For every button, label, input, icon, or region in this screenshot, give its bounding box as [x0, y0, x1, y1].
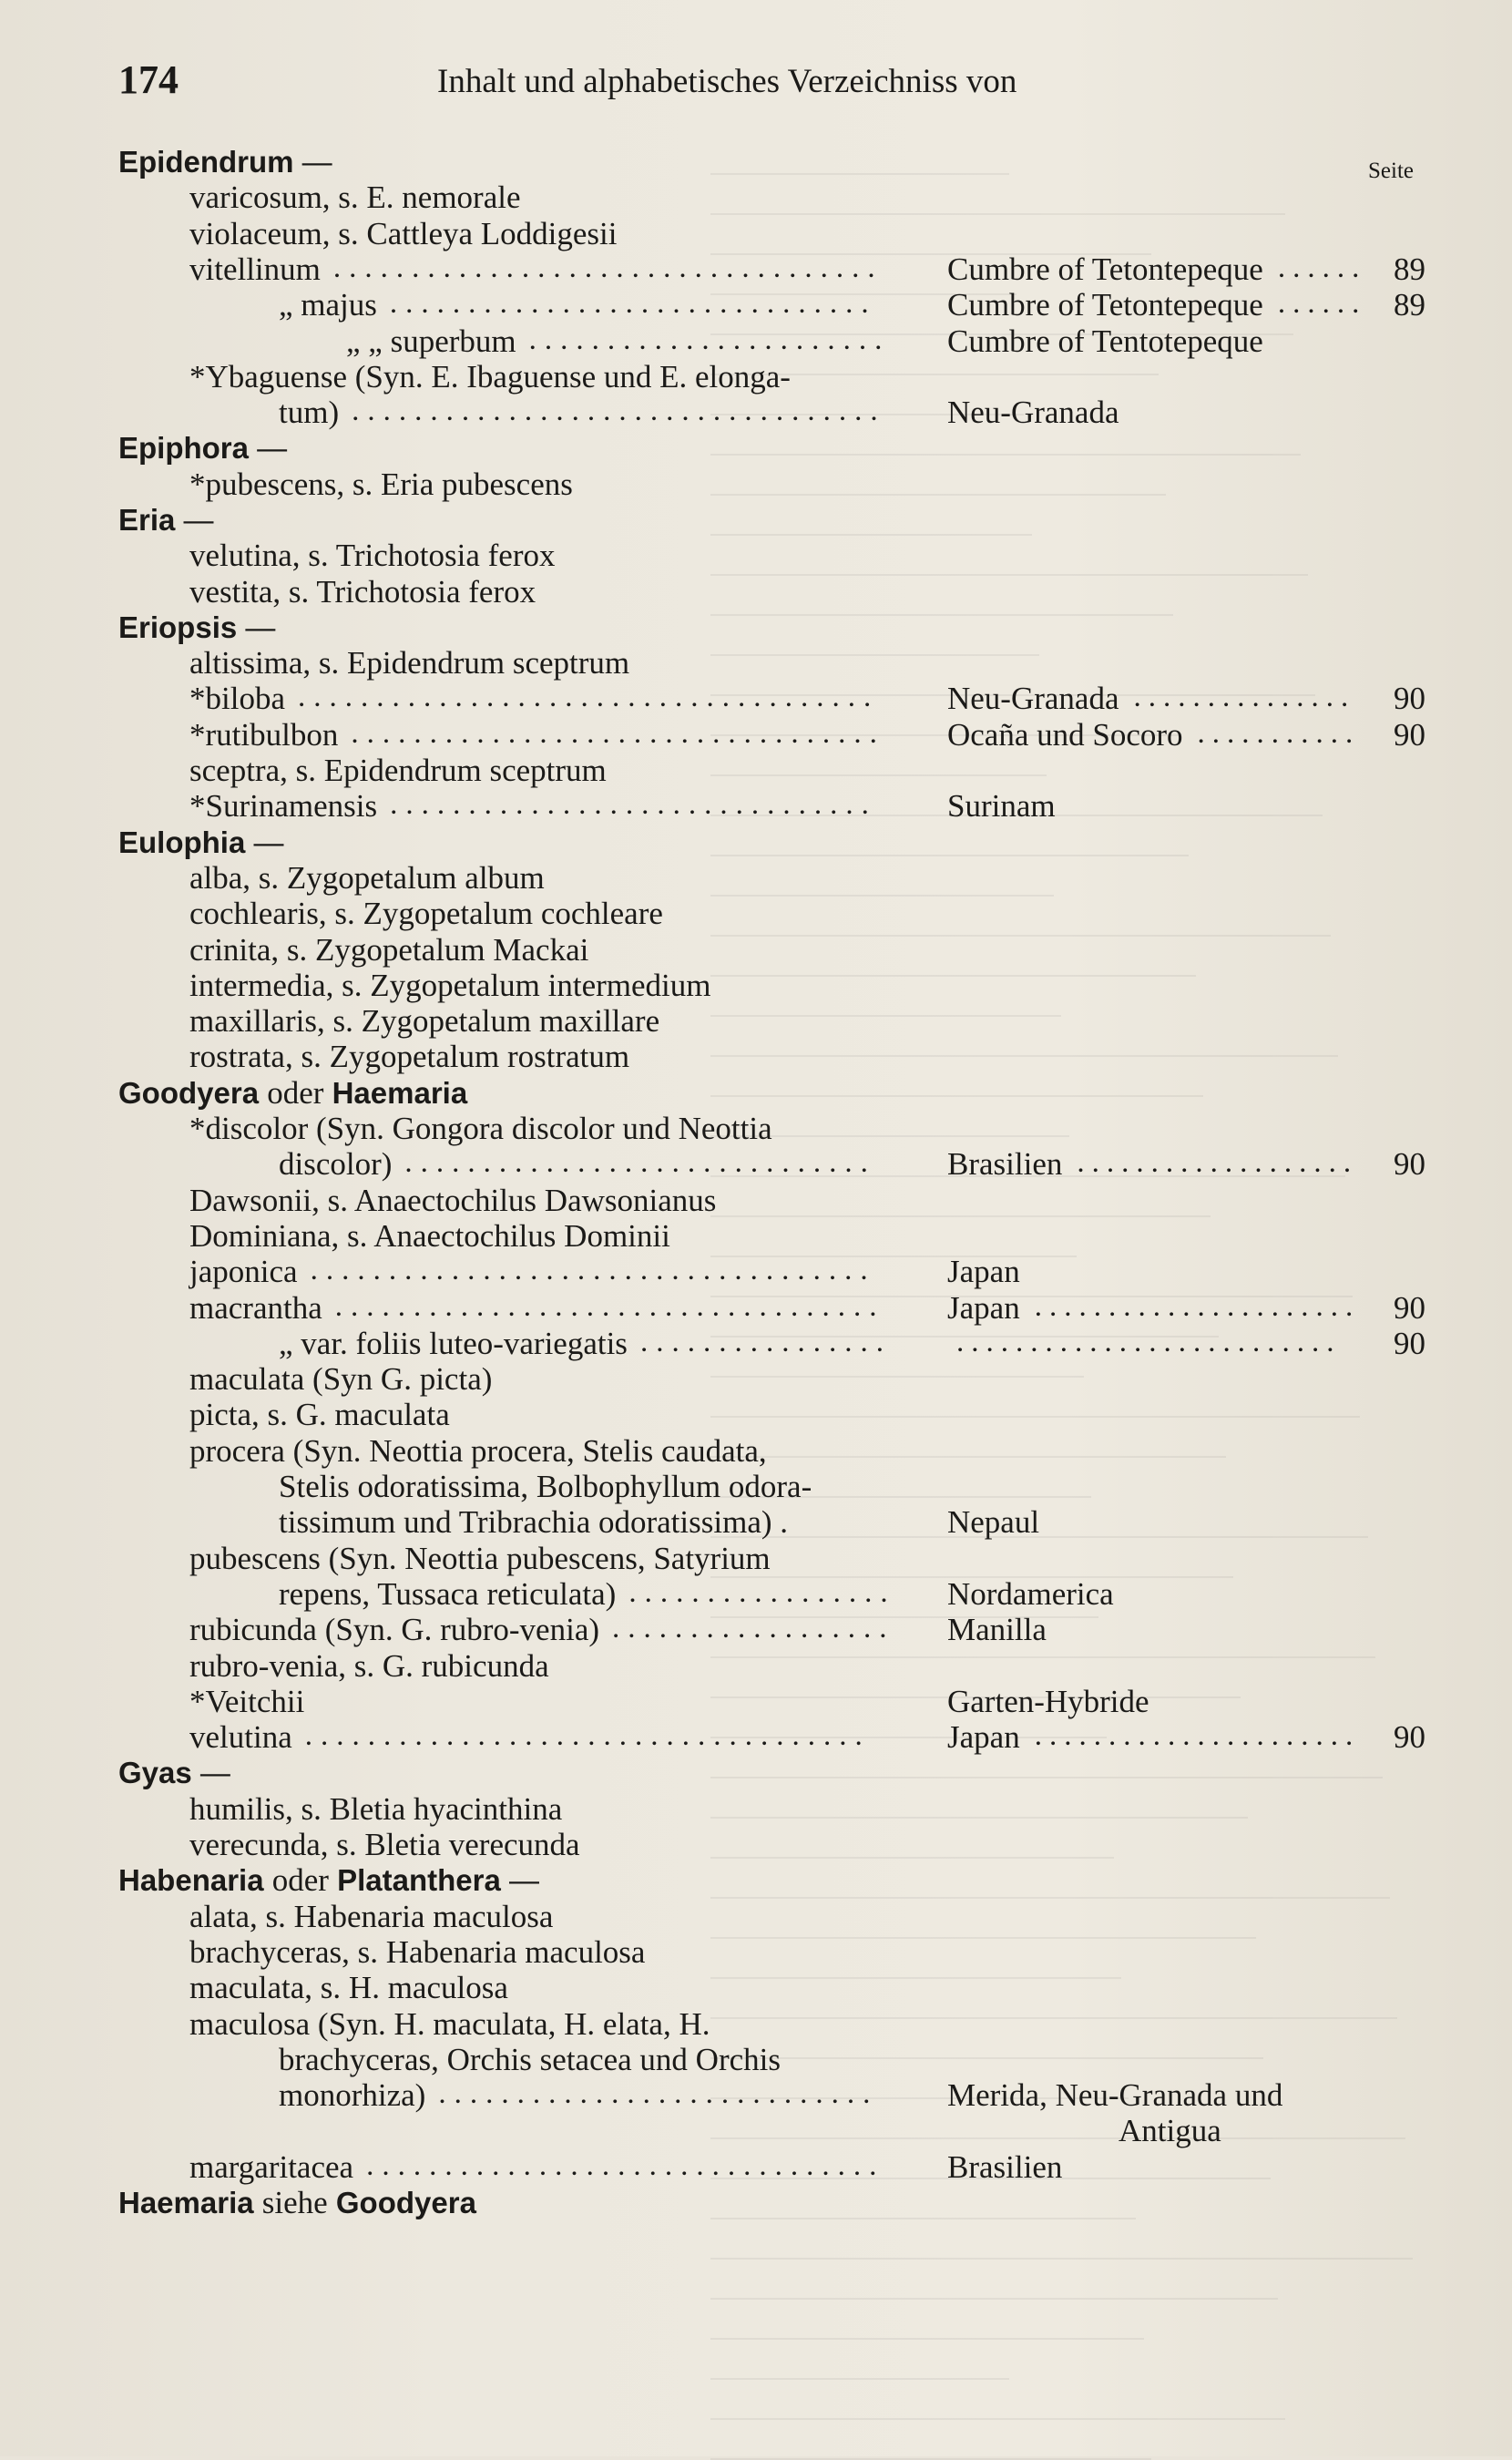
locality: Garten-Hybride	[947, 1684, 1149, 1719]
genus-heading: Epidendrum —	[118, 145, 332, 179]
leader-dots: ....................................	[304, 1719, 871, 1752]
species-entry: maculosa (Syn. H. maculata, H. elata, H.	[189, 2006, 710, 2042]
leader-dots: ...................................	[334, 1290, 885, 1323]
leader-dots: ......	[1277, 287, 1367, 320]
species-entry: velutina, s. Trichotosia ferox	[189, 538, 556, 573]
species-entry: humilis, s. Bletia hyacinthina	[189, 1791, 563, 1827]
species-entry: cochlearis, s. Zygopetalum cochleare	[189, 896, 663, 931]
genus-heading: Habenaria oder Platanthera —	[118, 1862, 540, 1898]
species-entry: „ var. foliis luteo-variegatis	[279, 1326, 628, 1361]
species-entry: *Veitchii	[189, 1684, 305, 1719]
page-number: 174	[118, 57, 179, 102]
locality: Merida, Neu-Granada und	[947, 2077, 1283, 2113]
leader-dots: ...........	[1197, 717, 1361, 750]
species-entry: discolor)	[279, 1146, 393, 1182]
species-entry: brachyceras, Orchis setacea und Orchis	[279, 2042, 781, 2077]
genus-heading: Epiphora —	[118, 431, 288, 465]
column-heading-seite: Seite	[1368, 159, 1414, 183]
leader-dots: ...............................	[389, 287, 877, 320]
species-entry: *Surinamensis	[189, 788, 378, 824]
leader-dots: .................	[628, 1576, 896, 1609]
species-entry: margaritacea	[189, 2149, 354, 2185]
species-entry: rubicunda (Syn. G. rubro-venia)	[189, 1612, 600, 1647]
leader-dots: ......	[1277, 251, 1367, 284]
leader-dots: ..................................	[352, 395, 886, 427]
species-entry: altissima, s. Epidendrum sceptrum	[189, 645, 630, 681]
genus-heading: Eulophia —	[118, 825, 284, 859]
species-entry: procera (Syn. Neottia procera, Stelis caudata,	[189, 1433, 767, 1469]
locality: Brasilien	[947, 1146, 1063, 1182]
species-entry: maculata (Syn G. picta)	[189, 1361, 493, 1397]
locality: Japan	[947, 1719, 1020, 1755]
locality: Manilla	[947, 1612, 1047, 1647]
species-entry: violaceum, s. Cattleya Loddigesii	[189, 216, 618, 251]
page-reference: 89	[1394, 251, 1425, 287]
species-entry: Stelis odoratissima, Bolbophyllum odora-	[279, 1469, 812, 1504]
locality: Nepaul	[947, 1504, 1040, 1540]
species-entry: *pubescens, s. Eria pubescens	[189, 466, 573, 502]
species-entry: tum)	[279, 395, 340, 430]
locality: Japan	[947, 1290, 1020, 1326]
species-entry: Dawsonii, s. Anaectochilus Dawsonianus	[189, 1183, 717, 1218]
species-entry: alba, s. Zygopetalum album	[189, 860, 545, 896]
species-entry: intermedia, s. Zygopetalum intermedium	[189, 968, 711, 1003]
leader-dots: ...............	[1133, 681, 1356, 713]
page-reference: 90	[1394, 1326, 1425, 1361]
species-entry: *biloba	[189, 681, 285, 716]
species-entry: pubescens (Syn. Neottia pubescens, Satyrium	[189, 1541, 771, 1576]
running-header: Inhalt und alphabetisches Verzeichniss von	[437, 63, 1017, 100]
locality: Cumbre of Tetontepeque	[947, 251, 1263, 287]
species-entry: *Ybaguense (Syn. E. Ibaguense und E. elonga-	[189, 359, 791, 395]
species-entry: varicosum, s. E. nemorale	[189, 179, 521, 215]
genus-heading: Eria —	[118, 503, 214, 537]
locality: Ocaña und Socoro	[947, 717, 1183, 753]
species-entry: verecunda, s. Bletia verecunda	[189, 1827, 580, 1862]
species-entry: repens, Tussaca reticulata)	[279, 1576, 617, 1612]
species-entry: velutina	[189, 1719, 292, 1755]
genus-heading: Gyas —	[118, 1756, 230, 1789]
species-entry: Dominiana, s. Anaectochilus Dominii	[189, 1218, 670, 1254]
species-entry: maculata, s. H. maculosa	[189, 1970, 508, 2005]
species-entry: monorhiza)	[279, 2077, 426, 2113]
leader-dots: ..............................	[404, 1146, 876, 1179]
leader-dots: ................	[639, 1326, 892, 1358]
species-entry: „ majus	[279, 287, 377, 323]
leader-dots: ..........................	[956, 1326, 1342, 1358]
leader-dots: ..................	[612, 1612, 895, 1645]
page-reference: 89	[1394, 287, 1425, 323]
species-entry: picta, s. G. maculata	[189, 1397, 450, 1432]
leader-dots: ....................................	[310, 1254, 876, 1286]
genus-heading: Goodyera oder Haemaria	[118, 1075, 468, 1111]
species-entry: sceptra, s. Epidendrum sceptrum	[189, 753, 607, 788]
species-entry: *discolor (Syn. Gongora discolor und Neottia	[189, 1111, 772, 1146]
leader-dots: ...............................	[390, 788, 877, 821]
genus-heading: Eriopsis —	[118, 610, 276, 644]
page-reference: 90	[1394, 717, 1425, 753]
locality: Neu-Granada	[947, 681, 1119, 716]
species-entry: rostrata, s. Zygopetalum rostratum	[189, 1039, 630, 1074]
page-reference: 90	[1394, 1719, 1425, 1755]
locality: Cumbre of Tetontepeque	[947, 287, 1263, 323]
species-entry: *rutibulbon	[189, 717, 339, 753]
species-entry: japonica	[189, 1254, 298, 1289]
page-reference: 90	[1394, 1290, 1425, 1326]
locality: Surinam	[947, 788, 1056, 824]
species-entry: maxillaris, s. Zygopetalum maxillare	[189, 1003, 660, 1039]
species-entry: brachyceras, s. Habenaria maculosa	[189, 1934, 646, 1970]
leader-dots: .................................	[366, 2149, 885, 2182]
leader-dots: ......................	[1034, 1290, 1361, 1323]
locality: Cumbre of Tentotepeque	[947, 323, 1263, 359]
locality: Japan	[947, 1254, 1020, 1289]
leader-dots: ............................	[438, 2077, 879, 2110]
species-entry: macrantha	[189, 1290, 322, 1326]
species-entry: vestita, s. Trichotosia ferox	[189, 574, 536, 610]
leader-dots: ......................	[1034, 1719, 1361, 1752]
species-entry: „ „ superbum	[346, 323, 516, 359]
page-reference: 90	[1394, 681, 1425, 716]
species-entry: crinita, s. Zygopetalum Mackai	[189, 932, 589, 968]
locality: Nordamerica	[947, 1576, 1114, 1612]
species-entry: rubro-venia, s. G. rubicunda	[189, 1648, 549, 1684]
leader-dots: ..................................	[351, 717, 885, 750]
page-reference: 90	[1394, 1146, 1425, 1182]
locality: Brasilien	[947, 2149, 1063, 2185]
leader-dots: .......................	[528, 323, 891, 356]
locality: Antigua	[1119, 2113, 1221, 2148]
genus-heading: Haemaria siehe Goodyera	[118, 2185, 476, 2220]
locality: Neu-Granada	[947, 395, 1119, 430]
leader-dots: ...................................	[332, 251, 884, 284]
leader-dots: .....................................	[297, 681, 880, 713]
species-entry: alata, s. Habenaria maculosa	[189, 1899, 554, 1934]
species-entry: tissimum und Tribrachia odoratissima) .	[279, 1504, 789, 1540]
leader-dots: ...................	[1077, 1146, 1359, 1179]
species-entry: vitellinum	[189, 251, 321, 287]
